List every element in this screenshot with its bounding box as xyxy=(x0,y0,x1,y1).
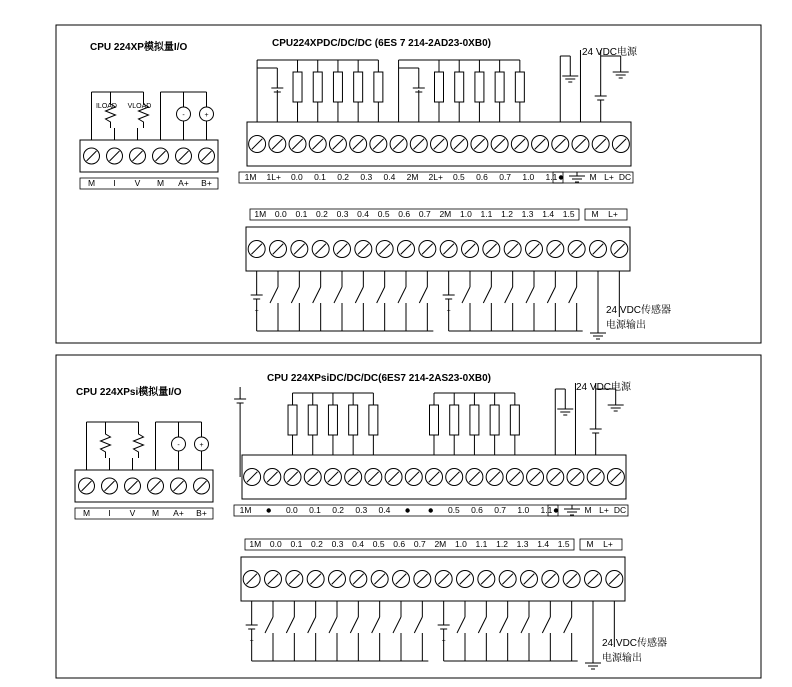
label-strip xyxy=(80,178,218,189)
battery-symbol xyxy=(438,625,450,629)
switch-blade xyxy=(457,617,465,633)
switch-blade xyxy=(270,287,278,303)
input-switch xyxy=(478,601,486,651)
input-switch xyxy=(521,601,529,651)
input-switch xyxy=(308,601,316,651)
terminal-label: 0.2 xyxy=(332,505,345,515)
terminal-label: 1M xyxy=(239,505,252,515)
panel-border xyxy=(56,355,761,678)
analog-module-title: CPU 224XPsi模拟量I/O xyxy=(76,387,182,398)
terminal-label: L+ xyxy=(604,172,614,182)
label-strip xyxy=(234,505,558,516)
terminal-label: 1.5 xyxy=(557,539,570,549)
load-resistor xyxy=(455,72,464,102)
power-supply-label: 24 VDC电源 xyxy=(582,47,638,58)
input-switch xyxy=(564,601,572,651)
terminal-label: 0.7 xyxy=(499,172,512,182)
cpu-title: CPU224XPDC/DC/DC (6ES 7 214-2AD23-0XB0) xyxy=(272,38,491,49)
switch-blade xyxy=(500,617,508,633)
terminal-label: 0.7 xyxy=(413,539,426,549)
terminal-label: 1.2 xyxy=(501,209,513,219)
input-switch xyxy=(313,271,321,321)
switch-blade xyxy=(414,617,422,633)
sensor-supply-label: 24 VDC传感器 xyxy=(606,305,672,316)
load-resistor xyxy=(374,72,383,102)
plus-icon: + xyxy=(254,308,259,315)
switch-blade xyxy=(419,287,427,303)
terminal-label: 0.3 xyxy=(331,539,344,549)
input-switch xyxy=(286,601,294,651)
load-resistor xyxy=(333,72,342,102)
terminal-label: M xyxy=(87,178,96,188)
terminal-label: 1.1 xyxy=(540,505,553,515)
plus-icon: + xyxy=(199,442,204,449)
load-resistor xyxy=(490,405,499,435)
terminal-label: I xyxy=(113,178,116,188)
input-switch xyxy=(393,601,401,651)
unused-terminal-dot xyxy=(554,508,558,512)
terminal-label: 1.0 xyxy=(454,539,467,549)
switch-blade xyxy=(462,287,470,303)
unused-terminal-dot xyxy=(559,175,563,179)
switch-blade xyxy=(478,617,486,633)
switch-blade xyxy=(350,617,358,633)
ground-icon xyxy=(608,405,624,411)
ground-icon xyxy=(585,663,601,669)
switch-blade xyxy=(483,287,491,303)
terminal-label: 0.1 xyxy=(314,172,326,182)
label-strip xyxy=(239,172,563,183)
sensor-output-label: 电源输出 xyxy=(602,653,642,664)
terminal-label: 0.4 xyxy=(378,505,391,515)
panel-cpu224xpsi xyxy=(56,355,761,678)
load-resistor xyxy=(349,405,358,435)
terminal-label: V xyxy=(134,178,141,188)
terminal-label: 0.3 xyxy=(360,172,373,182)
input-switch xyxy=(505,271,513,321)
load-resistor xyxy=(369,405,378,435)
terminal-label: A+ xyxy=(173,508,184,518)
terminal-label: 0.1 xyxy=(295,209,308,219)
terminal-strip xyxy=(75,470,213,502)
load-resistor xyxy=(288,405,297,435)
terminal-label: 1.0 xyxy=(517,505,530,515)
input-switch xyxy=(569,271,577,321)
terminal-label: B+ xyxy=(201,178,212,188)
switch-blade xyxy=(308,617,316,633)
switch-blade xyxy=(372,617,380,633)
terminal-label: 2M xyxy=(406,172,419,182)
terminal-label: M xyxy=(584,505,592,515)
input-switch xyxy=(329,601,337,651)
input-switch xyxy=(419,271,427,321)
terminal-label: 0.0 xyxy=(285,505,298,515)
input-switch xyxy=(526,271,534,321)
plus-icon: + xyxy=(441,638,446,645)
load-resistor xyxy=(495,72,504,102)
unused-terminal-dot xyxy=(267,508,271,512)
battery-symbol xyxy=(590,429,602,433)
terminal-label: M xyxy=(156,178,165,188)
terminal-label: 1.2 xyxy=(496,539,508,549)
ground-icon xyxy=(564,509,580,515)
terminal-label: 1.3 xyxy=(516,539,529,549)
terminal-label: 1M xyxy=(249,539,262,549)
switch-blade xyxy=(569,287,577,303)
input-switch xyxy=(355,271,363,321)
terminal-label: 0.2 xyxy=(337,172,350,182)
plus-icon: + xyxy=(204,112,209,119)
switch-blade xyxy=(286,617,294,633)
input-switch xyxy=(291,271,299,321)
switch-blade xyxy=(521,617,529,633)
ground-icon xyxy=(613,72,629,78)
switch-blade xyxy=(291,287,299,303)
input-switch xyxy=(483,271,491,321)
terminal-label: 0.1 xyxy=(309,505,321,515)
input-switch xyxy=(414,601,422,651)
switch-blade xyxy=(526,287,534,303)
load-coil xyxy=(134,422,144,458)
load-resistor xyxy=(470,405,479,435)
terminal-label: 0.6 xyxy=(471,505,483,515)
terminal-label: M xyxy=(591,209,599,219)
switch-blade xyxy=(329,617,337,633)
load-resistor xyxy=(435,72,444,102)
load-coil xyxy=(106,92,116,128)
switch-blade xyxy=(313,287,321,303)
power-supply-label: 24 VDC电源 xyxy=(576,382,632,393)
battery-symbol xyxy=(246,625,258,629)
terminal-label: 0.5 xyxy=(377,209,390,219)
terminal-label: 0.4 xyxy=(357,209,370,219)
switch-blade xyxy=(265,617,273,633)
battery-symbol xyxy=(443,295,455,299)
switch-blade xyxy=(398,287,406,303)
terminal-label: 0.7 xyxy=(418,209,431,219)
terminal-label: 0.0 xyxy=(269,539,282,549)
terminal-label: M xyxy=(586,539,594,549)
load-resistor xyxy=(450,405,459,435)
load-resistor xyxy=(293,72,302,102)
input-switch xyxy=(350,601,358,651)
sensor-output-label: 电源输出 xyxy=(606,320,646,331)
load-resistor xyxy=(475,72,484,102)
minus-icon: - xyxy=(182,112,185,119)
terminal-label: 1.3 xyxy=(521,209,534,219)
vload-label: VLOAD xyxy=(127,103,152,110)
terminal-label: 0.5 xyxy=(447,505,460,515)
ground-icon xyxy=(590,333,606,339)
cpu-title: CPU 224XPsiDC/DC/DC(6ES7 214-2AS23-0XB0) xyxy=(267,373,491,384)
terminal-label: 1M xyxy=(254,209,267,219)
switch-blade xyxy=(564,617,572,633)
terminal-label: DC xyxy=(618,172,632,182)
terminal-strip xyxy=(80,140,218,172)
minus-icon: - xyxy=(177,442,180,449)
terminal-label: 1.0 xyxy=(522,172,535,182)
switch-blade xyxy=(542,617,550,633)
input-switch xyxy=(462,271,470,321)
terminal-label: 0.4 xyxy=(352,539,365,549)
input-switch xyxy=(500,601,508,651)
switch-blade xyxy=(393,617,401,633)
load-coil xyxy=(139,92,149,128)
terminal-label: 1L+ xyxy=(266,172,281,182)
ground-icon xyxy=(557,409,573,415)
terminal-label: 1.1 xyxy=(480,209,493,219)
battery-symbol xyxy=(595,96,607,100)
terminal-label: V xyxy=(129,508,136,518)
terminal-label: 2M xyxy=(434,539,447,549)
terminal-label: M xyxy=(82,508,91,518)
switch-blade xyxy=(355,287,363,303)
terminal-label: 0.3 xyxy=(336,209,349,219)
switch-blade xyxy=(334,287,342,303)
input-switch xyxy=(542,601,550,651)
terminal-label: 2L+ xyxy=(428,172,443,182)
battery-symbol xyxy=(251,295,263,299)
terminal-label: L+ xyxy=(608,209,618,219)
terminal-label: L+ xyxy=(603,539,613,549)
unused-terminal-dot xyxy=(429,508,433,512)
terminal-label: B+ xyxy=(196,508,207,518)
label-strip xyxy=(75,508,213,519)
plus-icon: + xyxy=(249,638,254,645)
load-resistor xyxy=(430,405,439,435)
terminal-label: L+ xyxy=(599,505,609,515)
load-resistor xyxy=(515,72,524,102)
battery-symbol xyxy=(234,399,246,403)
input-switch xyxy=(457,601,465,651)
input-switch xyxy=(265,601,273,651)
load-resistor xyxy=(328,405,337,435)
load-coil xyxy=(101,422,111,458)
terminal-label: 1.4 xyxy=(537,539,550,549)
terminal-label: 0.1 xyxy=(290,539,303,549)
terminal-label: 0.7 xyxy=(494,505,507,515)
load-resistor xyxy=(510,405,519,435)
unused-terminal-dot xyxy=(405,508,409,512)
ground-icon xyxy=(562,76,578,82)
sensor-supply-label: 24 VDC传感器 xyxy=(602,638,668,649)
terminal-label: 0.5 xyxy=(452,172,465,182)
input-switch xyxy=(547,271,555,321)
load-resistor xyxy=(354,72,363,102)
input-switch xyxy=(372,601,380,651)
iload-label: ILOAD xyxy=(95,103,118,110)
terminal-label: 0.4 xyxy=(383,172,396,182)
ground-icon xyxy=(569,176,585,182)
load-resistor xyxy=(308,405,317,435)
switch-blade xyxy=(377,287,385,303)
terminal-label: I xyxy=(108,508,111,518)
terminal-label: M xyxy=(151,508,160,518)
terminal-label: 0.0 xyxy=(274,209,287,219)
switch-blade xyxy=(505,287,513,303)
terminal-label: 0.2 xyxy=(316,209,328,219)
panel-cpu224xp xyxy=(56,25,761,343)
terminal-label: A+ xyxy=(178,178,189,188)
input-switch xyxy=(398,271,406,321)
input-switch xyxy=(270,271,278,321)
plus-icon: + xyxy=(446,308,451,315)
terminal-label: 1M xyxy=(244,172,257,182)
load-resistor xyxy=(313,72,322,102)
analog-module-title: CPU 224XP模拟量I/O xyxy=(90,42,188,53)
terminal-label: 0.6 xyxy=(398,209,411,219)
terminal-label: 0.6 xyxy=(476,172,488,182)
terminal-label: 0.6 xyxy=(393,539,406,549)
terminal-label: 1.5 xyxy=(562,209,575,219)
terminal-label: 0.2 xyxy=(311,539,323,549)
terminal-label: 1.1 xyxy=(475,539,488,549)
input-switch xyxy=(377,271,385,321)
terminal-label: 2M xyxy=(439,209,452,219)
terminal-label: M xyxy=(589,172,597,182)
terminal-label: 1.0 xyxy=(459,209,472,219)
terminal-label: DC xyxy=(613,505,627,515)
terminal-label: 1.1 xyxy=(545,172,558,182)
terminal-label: 0.0 xyxy=(290,172,303,182)
terminal-label: 0.3 xyxy=(355,505,368,515)
terminal-label: 1.4 xyxy=(542,209,555,219)
terminal-label: 0.5 xyxy=(372,539,385,549)
input-switch xyxy=(334,271,342,321)
switch-blade xyxy=(547,287,555,303)
